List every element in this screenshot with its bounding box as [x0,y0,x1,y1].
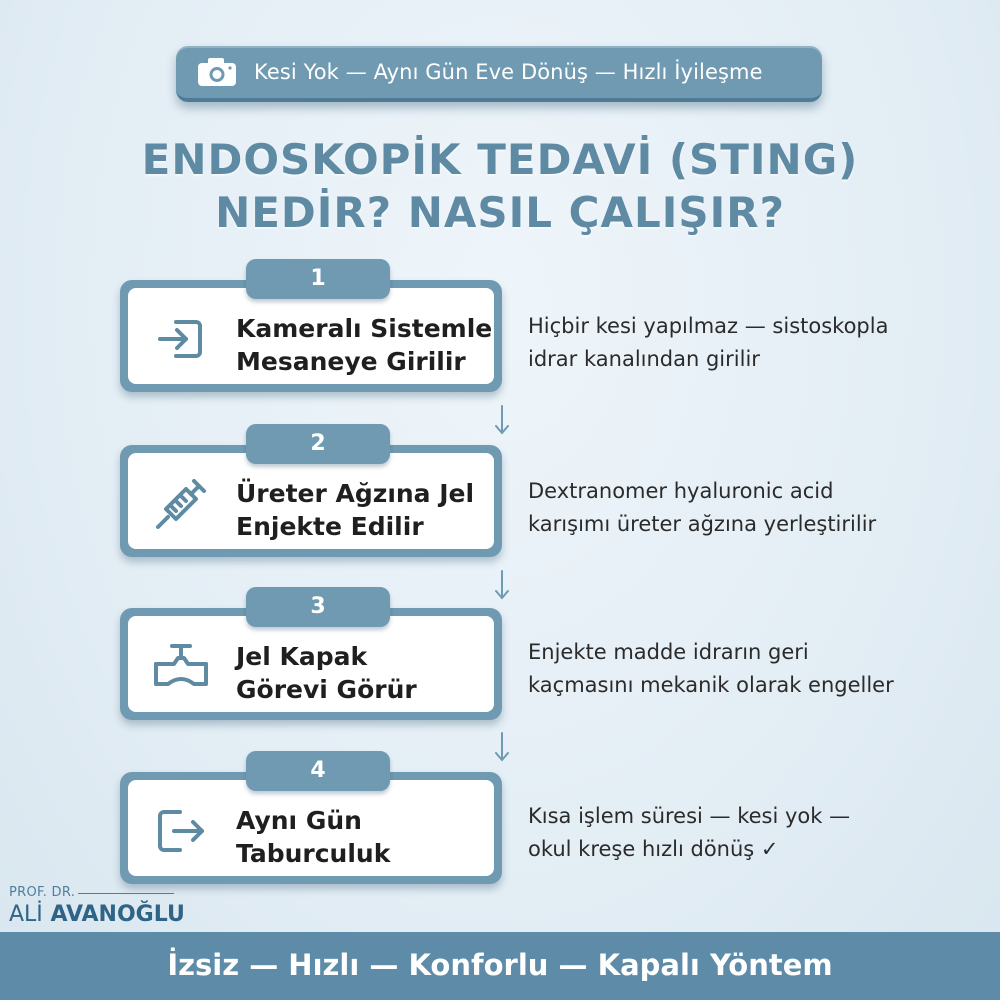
logo-prefix: PROF. DR. [9,885,76,900]
step-title: Kameralı Sistemle Mesaneye Girilir [236,314,493,376]
down-arrow-icon [493,731,511,763]
step-description: Kısa işlem süresi — kesi yok — okul kreşe hızlı dönüş ✓ [528,804,851,861]
footer-banner [0,932,1000,1000]
page-title-line-1: ENDOSKOPİK TEDAVİ (STING) [141,135,859,184]
footer-text: İzsiz — Hızlı — Konforlu — Kapalı Yöntem [167,948,833,982]
page-title-line-2: NEDİR? NASIL ÇALIŞIR? [215,188,785,237]
step-number-badge: 3 [246,587,390,627]
tagline-text: Kesi Yok — Aynı Gün Eve Dönüş — Hızlı İyileşme [254,60,763,84]
tagline-banner [176,46,822,102]
step-description: Hiçbir kesi yapılmaz — sistoskopla idrar kanalından girilir [528,314,889,371]
logo-last-name: AVANOĞLU [50,902,185,927]
step-description: Enjekte madde idrarın geri kaçmasını mekanik olarak engeller [528,640,894,697]
logo-name [9,902,185,927]
down-arrow-icon [493,404,511,436]
step-title: Aynı Gün Taburculuk [236,806,391,868]
sign-in-arrow-icon [152,310,210,368]
step-number-badge: 2 [246,424,390,464]
step-number-badge: 4 [246,751,390,791]
step-number-badge: 1 [246,259,390,299]
down-arrow-icon [493,569,511,601]
step-title: Üreter Ağzına Jel Enjekte Edilir [236,479,475,541]
step-title: Jel Kapak Görevi Görür [236,642,417,704]
step-description: Dextranomer hyaluronic acid karışımı üreter ağzına yerleştirilir [528,479,877,536]
logo-first-name: ALİ [9,902,43,927]
camera-icon [196,57,240,87]
logo-divider [78,893,174,894]
valve-icon [152,638,210,696]
syringe-icon [152,475,210,533]
sign-out-arrow-icon [152,802,210,860]
